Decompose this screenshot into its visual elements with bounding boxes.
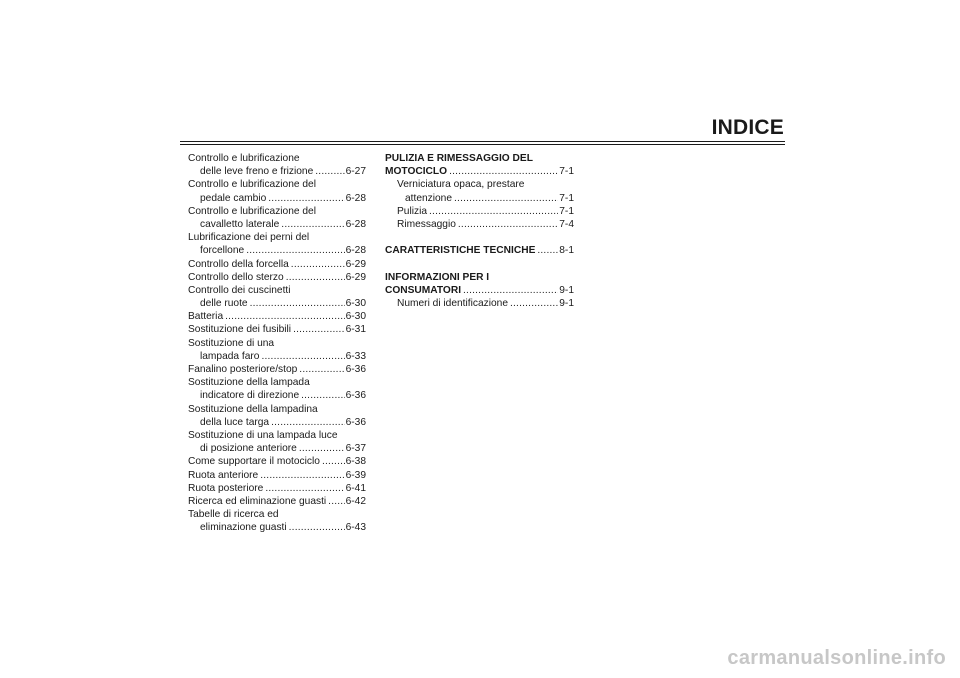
- index-entry-text: CONSUMATORI: [385, 284, 462, 296]
- index-entry-page: 6-43: [345, 522, 366, 534]
- watermark: carmanualsonline.info: [727, 647, 946, 669]
- index-entry[interactable]: [188, 482, 366, 495]
- index-entry-page: 6-39: [345, 469, 366, 481]
- dot-leader: [246, 244, 344, 257]
- dot-leader: [271, 416, 345, 429]
- header-rule-bottom: [180, 144, 785, 145]
- index-entry-text: delle leve freno e frizione: [200, 166, 314, 178]
- index-entry-page: 6-28: [345, 192, 366, 204]
- index-entry: [188, 231, 366, 244]
- dot-leader: [454, 192, 558, 205]
- index-entry-text: Controllo della forcella: [188, 258, 289, 270]
- header-rule-top: [180, 141, 785, 142]
- index-entry[interactable]: [188, 469, 366, 482]
- index-entry[interactable]: [188, 323, 366, 336]
- index-entry: [188, 284, 366, 297]
- index-entry-text: Ruota posteriore: [188, 482, 264, 494]
- index-entry-text: Lubrificazione dei perni del: [188, 232, 310, 244]
- index-spacer: [385, 231, 574, 244]
- index-entry-text: Verniciatura opaca, prestare: [397, 179, 525, 191]
- index-entry[interactable]: [188, 271, 366, 284]
- dot-leader: [293, 323, 345, 336]
- index-entry[interactable]: [188, 310, 366, 323]
- dot-leader: [429, 205, 558, 218]
- index-entry-page: 7-1: [559, 192, 574, 204]
- index-entry-text: PULIZIA E RIMESSAGGIO DEL: [385, 153, 533, 164]
- index-entry: [188, 337, 366, 350]
- dot-leader: [291, 258, 345, 271]
- index-entry: [385, 152, 574, 165]
- index-entry-page: 7-4: [559, 218, 574, 230]
- dot-leader: [281, 218, 344, 231]
- index-entry-page: 6-36: [345, 416, 366, 428]
- index-entry-page: 6-27: [345, 166, 366, 178]
- index-entry-text: Rimessaggio: [397, 218, 456, 230]
- dot-leader: [261, 350, 344, 363]
- index-entry: [385, 271, 574, 284]
- index-entry-text: Controllo e lubrificazione: [188, 153, 300, 164]
- dot-leader: [265, 482, 344, 495]
- index-entry[interactable]: [188, 363, 366, 376]
- index-entry-text: Batteria: [188, 311, 224, 323]
- index-entry-page: 7-1: [559, 166, 574, 178]
- dot-leader: [328, 495, 344, 508]
- index-entry[interactable]: [188, 297, 366, 310]
- index-entry-text: Pulizia: [397, 205, 428, 217]
- index-entry-page: 6-36: [345, 364, 366, 375]
- index-column-left: [188, 152, 366, 534]
- index-column-right: [385, 152, 574, 310]
- index-entry-page: 6-38: [345, 456, 366, 468]
- index-entry: [188, 178, 366, 191]
- dot-leader: [299, 363, 344, 376]
- index-entry[interactable]: [188, 218, 366, 231]
- index-entry-page: 6-36: [345, 390, 366, 402]
- index-entry[interactable]: [188, 521, 366, 534]
- index-entry-text: eliminazione guasti: [200, 522, 287, 534]
- index-entry-text: Tabelle di ricerca ed: [188, 509, 279, 521]
- index-entry-text: Sostituzione di una: [188, 337, 275, 349]
- dot-leader: [286, 271, 345, 284]
- dot-leader: [268, 192, 344, 205]
- index-entry[interactable]: [188, 244, 366, 257]
- index-entry-text: Controllo e lubrificazione del: [188, 179, 316, 191]
- index-entry-page: 6-28: [345, 218, 366, 230]
- index-entry[interactable]: [188, 350, 366, 363]
- index-entry-page: 6-41: [345, 482, 366, 494]
- index-spacer: [385, 258, 574, 271]
- index-entry-page: 6-30: [345, 311, 366, 323]
- index-entry[interactable]: [385, 297, 574, 310]
- index-entry-text: Sostituzione di una lampada luce: [188, 429, 338, 441]
- index-entry-page: 9-1: [559, 284, 574, 296]
- index-entry: [188, 429, 366, 442]
- index-entry-page: 6-29: [345, 258, 366, 270]
- index-entry-text: Ricerca ed eliminazione guasti: [188, 495, 327, 507]
- dot-leader: [449, 165, 558, 178]
- index-entry-page: 6-42: [345, 495, 366, 507]
- index-entry-text: Sostituzione della lampadina: [188, 403, 318, 415]
- index-entry[interactable]: [385, 284, 574, 297]
- index-entry: [188, 508, 366, 521]
- index-entry-text: delle ruote: [200, 298, 248, 310]
- index-entry[interactable]: [188, 495, 366, 508]
- index-entry-text: MOTOCICLO: [385, 166, 448, 178]
- index-entry: [188, 205, 366, 218]
- dot-leader: [463, 284, 558, 297]
- index-entry-text: Controllo dello sterzo: [188, 271, 284, 283]
- index-entry[interactable]: [188, 442, 366, 455]
- index-entry[interactable]: [385, 192, 574, 205]
- index-entry: [385, 178, 574, 191]
- dot-leader: [301, 389, 345, 402]
- index-entry: [188, 376, 366, 389]
- index-entry-text: Controllo e lubrificazione del: [188, 205, 316, 217]
- index-entry-page: 6-33: [345, 350, 366, 362]
- index-entry[interactable]: [188, 258, 366, 271]
- index-entry-page: 6-29: [345, 271, 366, 283]
- index-entry-page: 8-1: [559, 245, 574, 257]
- index-entry-text: cavalletto laterale: [200, 218, 280, 230]
- dot-leader: [225, 310, 345, 323]
- dot-leader: [260, 469, 344, 482]
- index-entry-text: INFORMAZIONI PER I: [385, 271, 490, 283]
- dot-leader: [537, 244, 558, 257]
- dot-leader: [510, 297, 558, 310]
- index-entry[interactable]: [188, 389, 366, 402]
- page-title: INDICE: [711, 116, 784, 139]
- dot-leader: [315, 165, 344, 178]
- index-entry: [188, 152, 366, 165]
- index-entry-text: pedale cambio: [200, 192, 267, 204]
- index-entry[interactable]: [188, 455, 366, 468]
- index-entry-text: della luce targa: [200, 416, 270, 428]
- index-entry[interactable]: [385, 244, 574, 257]
- index-entry-text: CARATTERISTICHE TECNICHE: [385, 245, 536, 257]
- index-entry-page: 6-28: [345, 245, 366, 257]
- index-entry-page: 6-37: [345, 443, 366, 455]
- index-entry-text: Come supportare il motociclo: [188, 456, 320, 468]
- index-entry-text: attenzione: [405, 192, 453, 204]
- index-entry[interactable]: [385, 165, 574, 178]
- index-entry-text: lampada faro: [200, 350, 260, 362]
- index-entry[interactable]: [188, 165, 366, 178]
- index-entry-page: 6-31: [345, 324, 366, 336]
- index-entry[interactable]: [188, 416, 366, 429]
- dot-leader: [299, 442, 345, 455]
- dot-leader: [250, 297, 345, 310]
- index-entry-text: forcellone: [200, 245, 245, 257]
- index-entry[interactable]: [385, 205, 574, 218]
- index-entry-text: Numeri di identificazione: [397, 298, 508, 310]
- index-entry: [188, 403, 366, 416]
- index-entry-text: Ruota anteriore: [188, 469, 259, 481]
- index-entry[interactable]: [188, 192, 366, 205]
- index-entry[interactable]: [385, 218, 574, 231]
- index-entry-text: indicatore di direzione: [200, 390, 300, 402]
- index-entry-text: Sostituzione della lampada: [188, 377, 310, 389]
- index-entry-page: 9-1: [559, 298, 574, 310]
- index-entry-text: Fanalino posteriore/stop: [188, 364, 298, 375]
- dot-leader: [289, 521, 345, 534]
- index-entry-text: di posizione anteriore: [200, 443, 297, 455]
- index-entry-page: 6-30: [345, 298, 366, 310]
- index-entry-page: 7-1: [559, 205, 574, 217]
- index-entry-text: Sostituzione dei fusibili: [188, 324, 292, 336]
- dot-leader: [458, 218, 558, 231]
- dot-leader: [322, 455, 345, 468]
- index-entry-text: Controllo dei cuscinetti: [188, 284, 291, 296]
